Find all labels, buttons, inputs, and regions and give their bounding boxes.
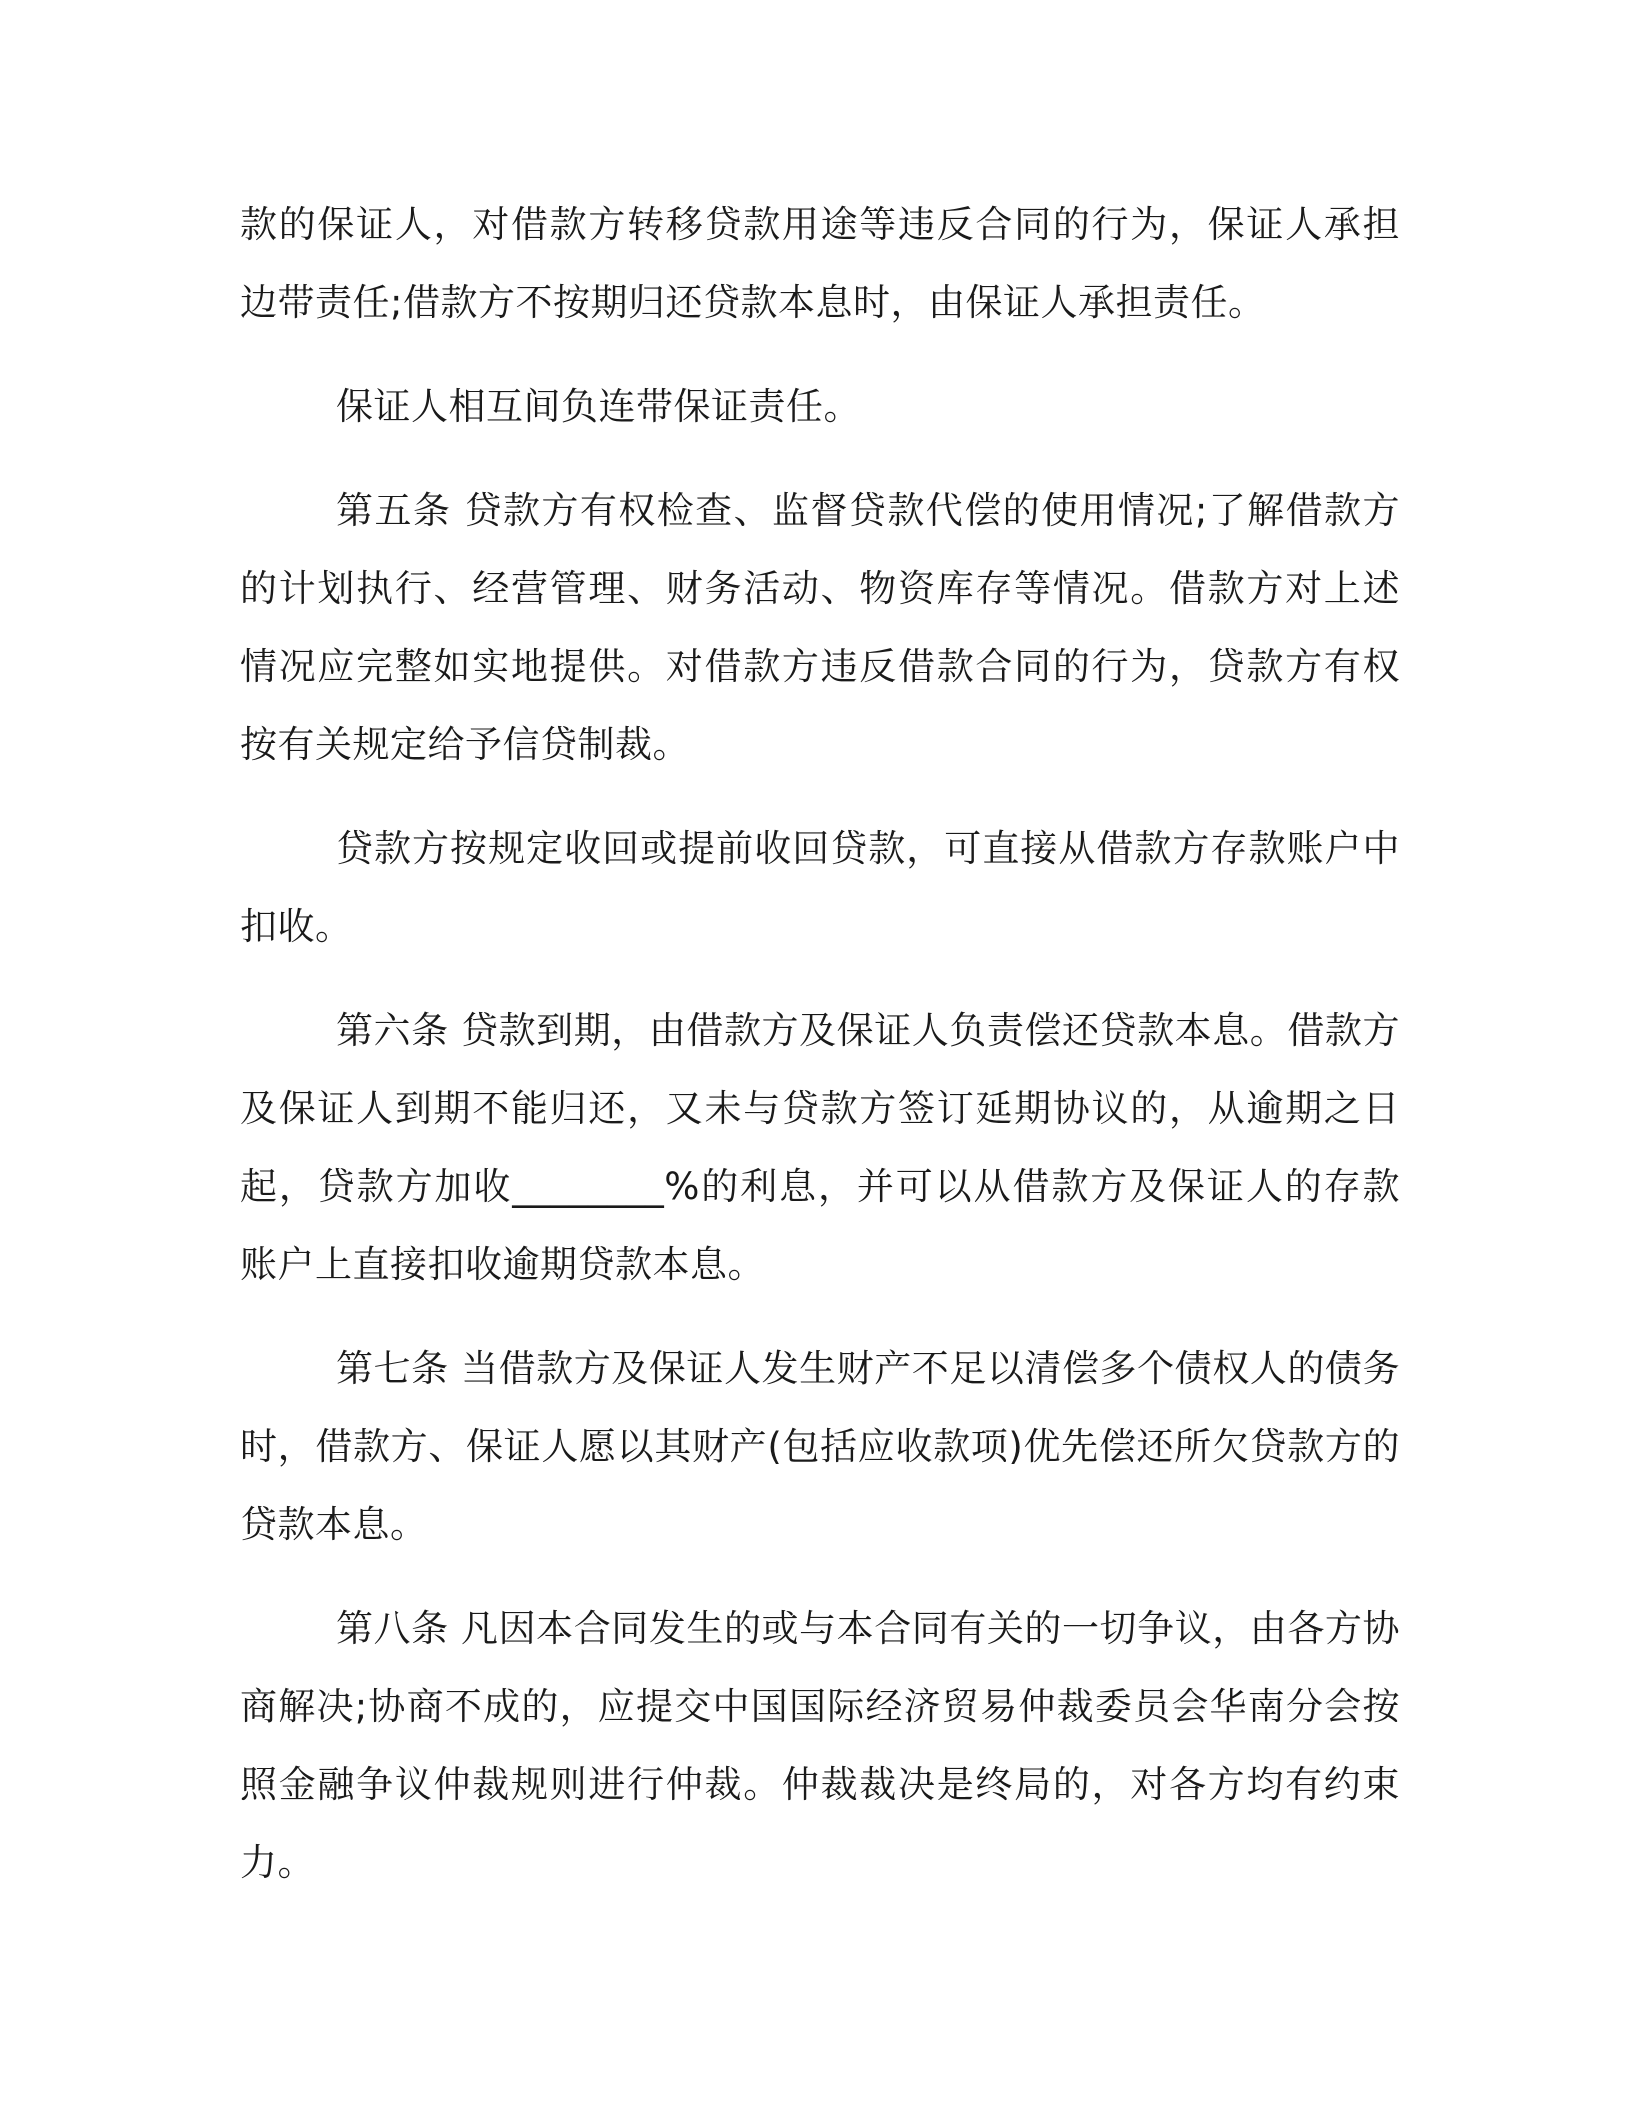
paragraph-article-8: 第八条 凡因本合同发生的或与本合同有关的一切争议，由各方协商解决;协商不成的，应提交中国国际经济贸易仲裁委员会华南分会按照金融争议仲裁规则进行仲裁。仲裁裁决是终局的，对各方均有约束力。 <box>240 1607 1400 1884</box>
paragraph-guarantor-liability: 款的保证人，对借款方转移贷款用途等违反合同的行为，保证人承担边带责任;借款方不按期归还贷款本息时，由保证人承担责任。 <box>240 203 1400 324</box>
paragraph-article-6: 第六条 贷款到期，由借款方及保证人负责偿还贷款本息。借款方及保证人到期不能归还，又未与贷款方签订延期协议的，从逾期之日起，贷款方加收________%的利息，并可以从借款方及保证人的存款账户上直接扣收逾期贷款本息。 <box>240 1009 1400 1286</box>
paragraph-article-5: 第五条 贷款方有权检查、监督贷款代偿的使用情况;了解借款方的计划执行、经营管理、财务活动、物资库存等情况。借款方对上述情况应完整如实地提供。对借款方违反借款合同的行为，贷款方有权按有关规定给予信贷制裁。 <box>240 489 1400 766</box>
paragraph-loan-recovery: 贷款方按规定收回或提前收回贷款，可直接从借款方存款账户中扣收。 <box>240 827 1400 948</box>
paragraph-joint-guarantee: 保证人相互间负连带保证责任。 <box>336 385 861 428</box>
document-body <box>240 186 1400 1928</box>
paragraph-article-7: 第七条 当借款方及保证人发生财产不足以清偿多个债权人的债务时，借款方、保证人愿以其财产(包括应收款项)优先偿还所欠贷款方的贷款本息。 <box>240 1347 1400 1546</box>
